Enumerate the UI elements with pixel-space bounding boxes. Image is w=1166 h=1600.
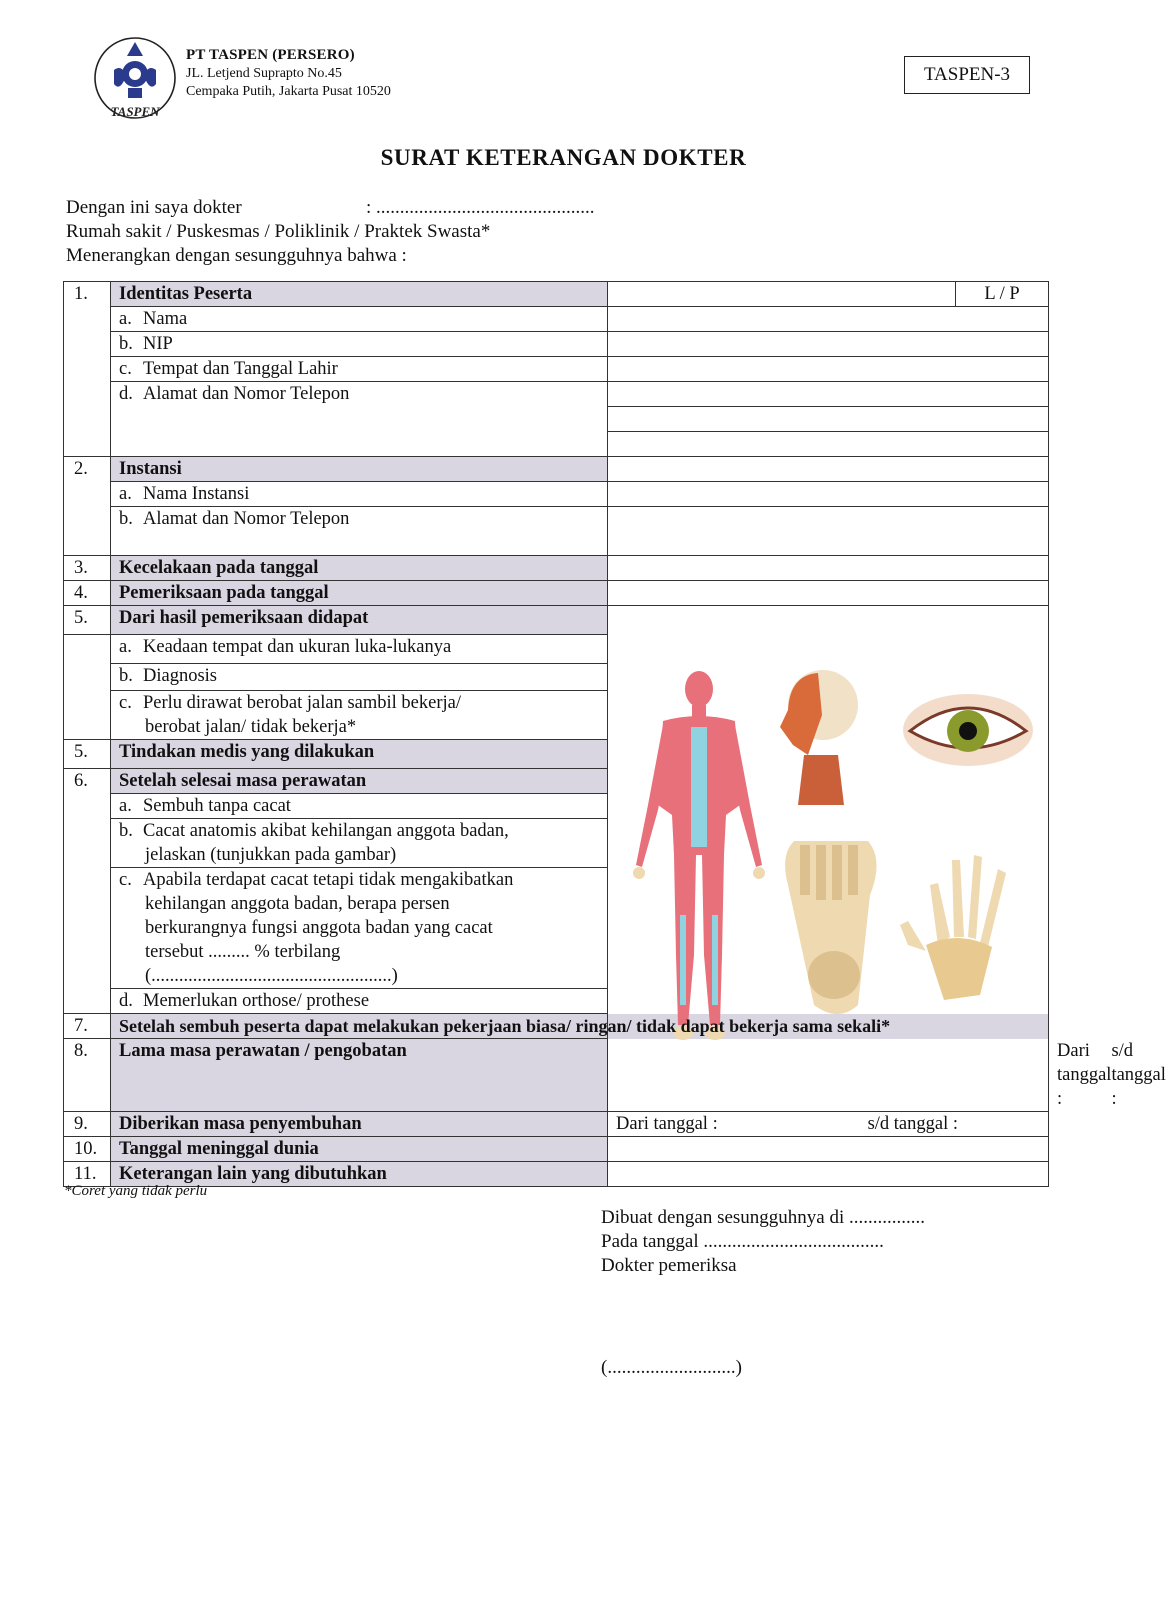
field-label: d. Alamat dan Nomor Telepon: [111, 382, 608, 457]
row-number: 8.: [64, 1039, 111, 1112]
row-number: 5.: [64, 606, 111, 635]
section-title: Identitas Peserta: [111, 282, 608, 307]
section-title: Setelah selesai masa perawatan: [111, 769, 608, 794]
footnote: *Coret yang tidak perlu: [64, 1183, 208, 1199]
section-title: Pemeriksaan pada tanggal: [111, 581, 608, 606]
field-label: c. Perlu dirawat berobat jalan sambil bekerja/ berobat jalan/ tidak bekerja*: [111, 691, 608, 740]
doctor-signature-field[interactable]: (...........................): [601, 1357, 742, 1378]
table-row: [64, 1162, 1049, 1187]
section-title: Instansi: [111, 457, 608, 482]
field-label: b. Diagnosis: [111, 664, 608, 691]
table-row: [64, 482, 1049, 507]
address-field[interactable]: [608, 382, 1049, 457]
eye-figure: [903, 694, 1033, 766]
intro-facility-line: Rumah sakit / Puskesmas / Poliklinik / Praktek Swasta*: [66, 221, 491, 242]
row-number: 6.: [64, 769, 111, 1014]
row-number: 3.: [64, 556, 111, 581]
hand-bones-figure: [900, 855, 1006, 1000]
doctor-name-field[interactable]: : ..............................................: [366, 197, 595, 218]
intro-doctor-line: [66, 197, 595, 219]
table-row: [64, 357, 1049, 382]
human-body-figure: [633, 671, 765, 1040]
signature-date[interactable]: Pada tanggal ......................................: [601, 1231, 884, 1252]
table-row: 8. Lama masa perawatan / pengobatan Dari tanggal : s/d tanggal :: [64, 1039, 1049, 1112]
exam-date-field[interactable]: [608, 581, 1049, 606]
table-row: [64, 282, 1049, 307]
name-field[interactable]: [608, 307, 1049, 332]
table-row: [64, 307, 1049, 332]
table-row: [64, 606, 1049, 635]
institution-name-field[interactable]: [608, 482, 1049, 507]
table-row: [64, 556, 1049, 581]
company-address-1: JL. Letjend Suprapto No.45: [186, 66, 342, 81]
birth-field[interactable]: [608, 357, 1049, 382]
gender-option[interactable]: L / P: [955, 282, 1048, 306]
signature-place[interactable]: Dibuat dengan sesungguhnya di ................: [601, 1207, 926, 1228]
company-address-2: Cempaka Putih, Jakarta Pusat 10520: [186, 84, 391, 99]
field-label: d. Memerlukan orthose/ prothese: [111, 989, 608, 1014]
section-title: Kecelakaan pada tanggal: [111, 556, 608, 581]
section-title[interactable]: Setelah sembuh peserta dapat melakukan pekerjaan biasa/ ringan/ tidak dapat bekerja sama sekali*: [111, 1014, 1049, 1039]
row-number: 2.: [64, 457, 111, 556]
institution-address-field[interactable]: [608, 507, 1049, 556]
nip-field[interactable]: [608, 332, 1049, 357]
row-number: 4.: [64, 581, 111, 606]
field-label: a. Nama Instansi: [111, 482, 608, 507]
certificate-table: [63, 281, 1166, 1187]
taspen-logo: [92, 36, 178, 122]
field-label: a. Sembuh tanpa cacat: [111, 794, 608, 819]
recovery-period-field[interactable]: Dari tanggal : s/d tanggal :: [608, 1112, 1049, 1137]
row-number: 9.: [64, 1112, 111, 1137]
other-notes-field[interactable]: [608, 1162, 1049, 1187]
field-label: b. NIP: [111, 332, 608, 357]
field-label: b. Cacat anatomis akibat kehilangan anggota badan, jelaskan (tunjukkan pada gambar): [111, 819, 608, 868]
form-code-box: TASPEN-3: [904, 56, 1030, 94]
table-row: [64, 1137, 1049, 1162]
foot-bones-figure: [785, 841, 876, 1014]
accident-date-field[interactable]: [608, 556, 1049, 581]
row-number: 10.: [64, 1137, 111, 1162]
svg-text:TASPEN: TASPEN: [110, 104, 160, 119]
field-label: a. Nama: [111, 307, 608, 332]
section-title: Dari hasil pemeriksaan didapat: [111, 606, 608, 635]
section-title: Diberikan masa penyembuhan: [111, 1112, 608, 1137]
section-title: Lama masa perawatan / pengobatan: [111, 1039, 608, 1112]
intro-statement-line: Menerangkan dengan sesungguhnya bahwa :: [66, 245, 407, 266]
row-number: 5.: [64, 740, 111, 769]
value-cell[interactable]: [608, 282, 1049, 307]
signature-role: Dokter pemeriksa: [601, 1255, 737, 1276]
anatomy-diagram[interactable]: [608, 655, 1048, 1055]
table-row: [64, 382, 1049, 457]
field-label: c. Apabila terdapat cacat tetapi tidak mengakibatkan kehilangan anggota badan, berapa persen berkurangnya fungsi anggota badan yang cacat tersebut ......... % terbilang (....................................................): [111, 868, 608, 989]
row-number: 7.: [64, 1014, 111, 1039]
intro-doctor-label: Dengan ini saya dokter: [66, 197, 242, 218]
row-number: 11.: [64, 1162, 111, 1187]
table-row: [64, 507, 1049, 556]
section-title: Tanggal meninggal dunia: [111, 1137, 608, 1162]
value-cell[interactable]: [608, 457, 1049, 482]
head-muscle-figure: [780, 670, 858, 805]
field-label: c. Tempat dan Tanggal Lahir: [111, 357, 608, 382]
section-title: Tindakan medis yang dilakukan: [111, 740, 608, 769]
field-label: b. Alamat dan Nomor Telepon: [111, 507, 608, 556]
section-title: Keterangan lain yang dibutuhkan: [111, 1162, 608, 1187]
company-name: PT TASPEN (PERSERO): [186, 47, 355, 63]
table-row: [64, 457, 1049, 482]
field-label: a. Keadaan tempat dan ukuran luka-lukanya: [111, 635, 608, 664]
row-number-blank: [64, 635, 111, 740]
terbilang-field[interactable]: (....................................................): [145, 966, 398, 986]
table-row: [64, 581, 1049, 606]
document-title: SURAT KETERANGAN DOKTER: [380, 145, 747, 170]
table-row: [64, 332, 1049, 357]
table-row: [64, 1112, 1049, 1137]
death-date-field[interactable]: [608, 1137, 1049, 1162]
row-number: 1.: [64, 282, 111, 457]
